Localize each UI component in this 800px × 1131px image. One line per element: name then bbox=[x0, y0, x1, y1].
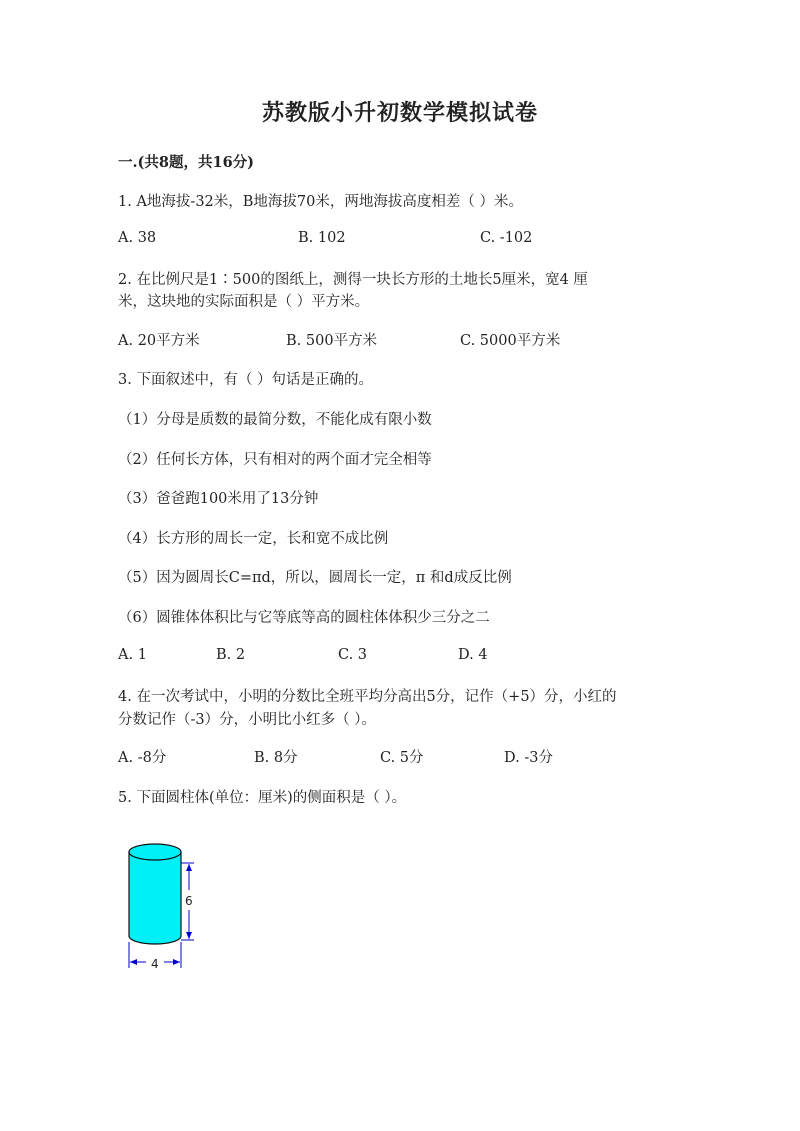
option-b: B. 500平方米 bbox=[286, 333, 378, 349]
option-b: B. 102 bbox=[298, 230, 346, 246]
question-4-line-1: 4. 在一次考试中，小明的分数比全班平均分高出5分，记作（+5）分，小红的 bbox=[118, 689, 617, 705]
section-heading: 一.(共8题，共16分) bbox=[118, 154, 255, 171]
question-2-line-1: 2. 在比例尺是1∶500的图纸上，测得一块长方形的土地长5厘米，宽4 厘 bbox=[118, 272, 588, 288]
question-3-item-6: （6）圆锥体体积比与它等底等高的圆柱体体积少三分之二 bbox=[118, 610, 490, 626]
option-d: D. 4 bbox=[458, 647, 488, 663]
question-3-item-1: （1）分母是质数的最简分数，不能化成有限小数 bbox=[118, 412, 432, 428]
question-5-text: 5. 下面圆柱体(单位：厘米)的侧面积是（ ）。 bbox=[118, 790, 407, 806]
option-a: A. 38 bbox=[118, 230, 157, 246]
question-1-text: 1. A地海拔-32米，B地海拔70米，两地海拔高度相差（ ）米。 bbox=[118, 194, 523, 210]
question-2-line-2: 米，这块地的实际面积是（ ）平方米。 bbox=[118, 294, 370, 310]
cylinder-body bbox=[129, 852, 181, 944]
option-b: B. 8分 bbox=[254, 750, 298, 766]
cylinder-top bbox=[129, 844, 181, 860]
height-label: 6 bbox=[185, 894, 193, 908]
question-4-options bbox=[118, 746, 678, 766]
question-4-line-2: 分数记作（-3）分，小明比小红多（ ）。 bbox=[118, 712, 376, 728]
option-c: C. 5000平方米 bbox=[460, 333, 561, 349]
cylinder-diagram bbox=[118, 830, 218, 980]
question-1-options bbox=[118, 230, 678, 250]
cylinder-figure bbox=[118, 830, 218, 980]
option-c: C. 5分 bbox=[380, 750, 424, 766]
diameter-label: 4 bbox=[151, 957, 159, 971]
question-3-item-5: （5）因为圆周长C=πd，所以，圆周长一定，π 和d成反比例 bbox=[118, 570, 512, 586]
option-a: A. -8分 bbox=[118, 750, 167, 766]
option-b: B. 2 bbox=[216, 647, 246, 663]
question-3-item-3: （3）爸爸跑100米用了13分钟 bbox=[118, 491, 319, 507]
option-a: A. 20平方米 bbox=[118, 333, 200, 349]
page-title: 苏教版小升初数学模拟试卷 bbox=[261, 100, 538, 126]
question-2-options bbox=[118, 329, 678, 349]
question-3-item-4: （4）长方形的周长一定，长和宽不成比例 bbox=[118, 531, 389, 547]
option-d: D. -3分 bbox=[504, 750, 553, 766]
question-3-text: 3. 下面叙述中，有（ ）句话是正确的。 bbox=[118, 372, 374, 388]
question-3-item-2: （2）任何长方体，只有相对的两个面才完全相等 bbox=[118, 452, 432, 468]
question-3-options bbox=[118, 647, 678, 667]
option-c: C. 3 bbox=[338, 647, 368, 663]
option-c: C. -102 bbox=[480, 230, 533, 246]
option-a: A. 1 bbox=[118, 647, 147, 663]
